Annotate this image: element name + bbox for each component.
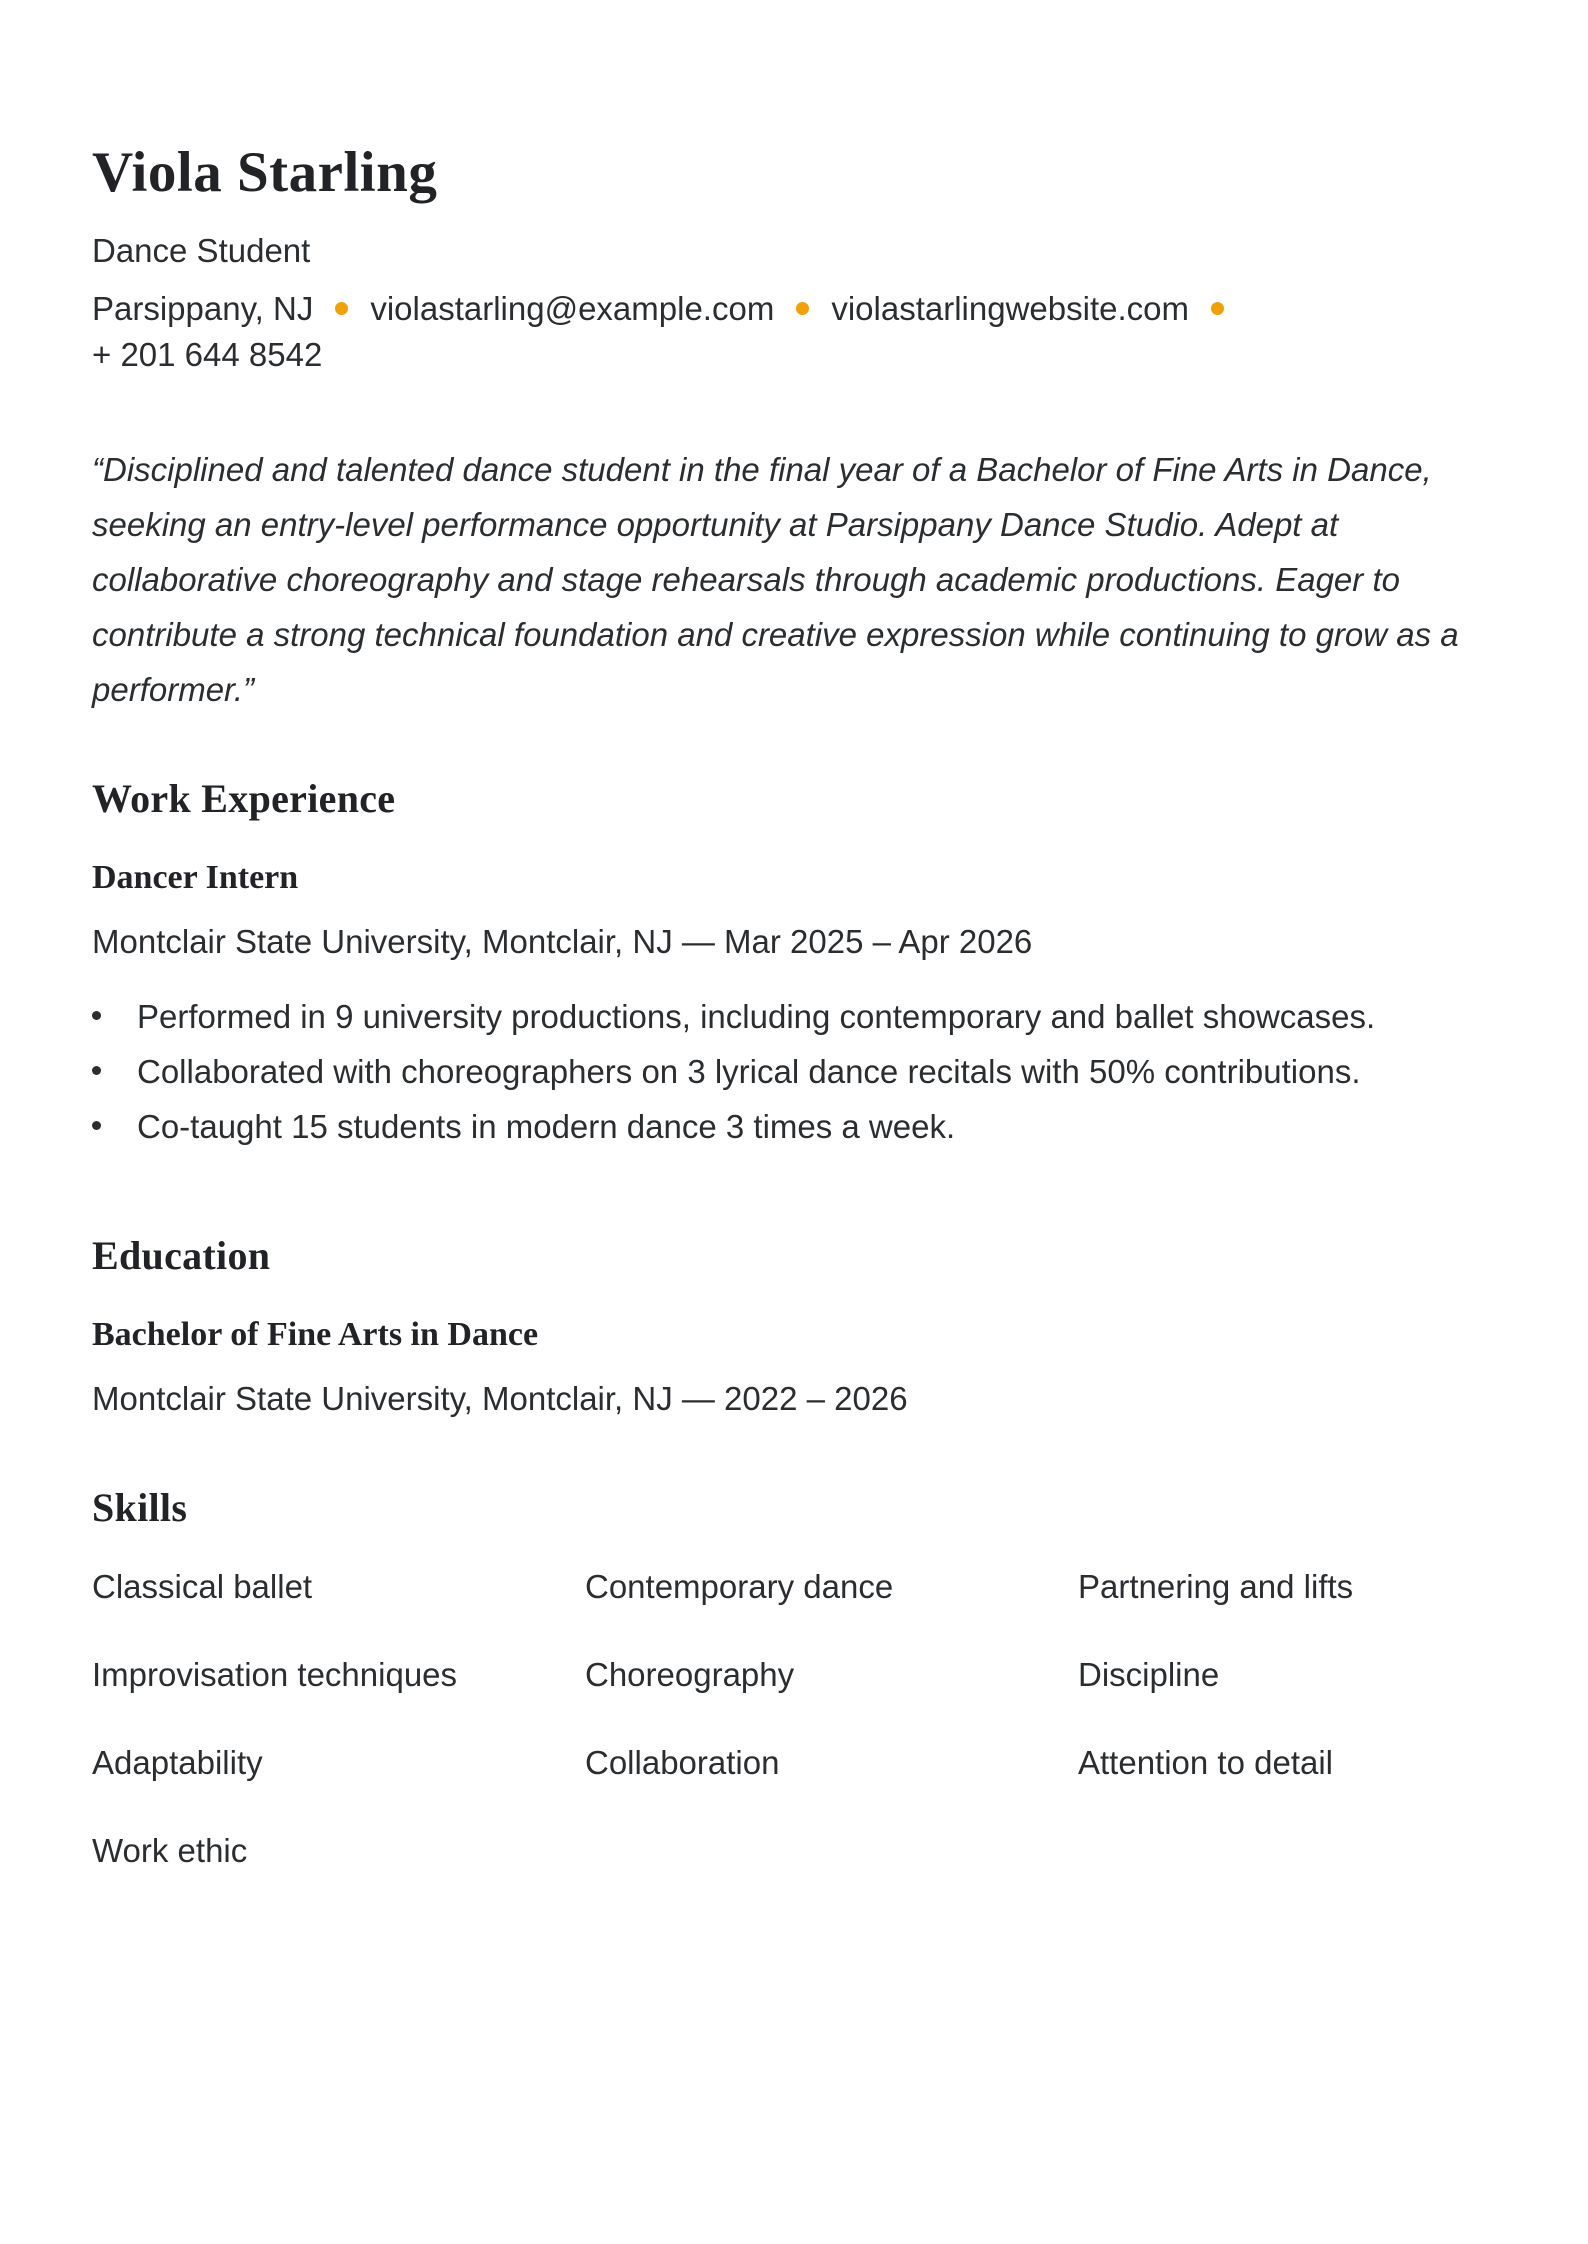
- contact-info: [92, 286, 1432, 378]
- dot-separator-icon: [796, 302, 809, 315]
- skill-item: Choreography: [585, 1656, 795, 1693]
- work-company-dates: Montclair State University, Montclair, NJ — Mar 2025 – Apr 2026: [92, 923, 1033, 960]
- work-bullet-item: [92, 1044, 1496, 1099]
- skill-item: Work ethic: [92, 1832, 248, 1869]
- person-job-title: Dance Student: [92, 232, 311, 269]
- work-bullet-text: Performed in 9 university productions, including contemporary and ballet showcases.: [137, 998, 1376, 1035]
- contact-email: violastarling@example.com: [370, 290, 775, 327]
- work-bullet-item: [92, 1099, 1496, 1154]
- skill-item: Adaptability: [92, 1744, 263, 1781]
- education-school-dates: Montclair State University, Montclair, NJ — 2022 – 2026: [92, 1380, 908, 1417]
- section-heading-work-experience: Work Experience: [92, 776, 396, 821]
- work-bullet-list: [92, 989, 1496, 1154]
- bullet-dot-icon: [92, 1066, 101, 1075]
- skill-item: Contemporary dance: [585, 1568, 894, 1605]
- section-heading-skills: Skills: [92, 1485, 188, 1530]
- contact-line: [92, 286, 1432, 332]
- skill-item: Attention to detail: [1078, 1744, 1334, 1781]
- summary-quote: “Disciplined and talented dance student in the final year of a Bachelor of Fine Arts in Dance, seeking an entry-level performance opportunity at Parsippany Dance Studio. Adept at collaborative choreography and stage rehearsals through academic productions. Eager to contribute a strong technical foundation and creative expression while continuing to grow as a performer.”: [92, 451, 1459, 708]
- contact-website: violastarlingwebsite.com: [831, 290, 1189, 327]
- work-bullet-text: Collaborated with choreographers on 3 lyrical dance recitals with 50% contributions.: [137, 1053, 1361, 1090]
- bullet-dot-icon: [92, 1121, 101, 1130]
- education-degree: Bachelor of Fine Arts in Dance: [92, 1316, 539, 1353]
- bullet-dot-icon: [92, 1011, 101, 1020]
- dot-separator-icon: [1211, 302, 1224, 315]
- skill-item: Classical ballet: [92, 1568, 313, 1605]
- dot-separator-icon: [335, 302, 348, 315]
- work-bullet-item: [92, 989, 1496, 1044]
- section-heading-education: Education: [92, 1233, 271, 1278]
- skills-grid: [92, 1566, 1496, 1872]
- skill-item: Partnering and lifts: [1078, 1568, 1354, 1605]
- skill-item: Improvisation techniques: [92, 1656, 458, 1693]
- skill-item: Collaboration: [585, 1744, 780, 1781]
- contact-location: Parsippany, NJ: [92, 290, 314, 327]
- skill-item: Discipline: [1078, 1656, 1220, 1693]
- work-bullet-text: Co-taught 15 students in modern dance 3 times a week.: [137, 1108, 956, 1145]
- work-job-title: Dancer Intern: [92, 859, 299, 896]
- person-name: Viola Starling: [92, 141, 438, 204]
- contact-phone: + 201 644 8542: [92, 336, 323, 373]
